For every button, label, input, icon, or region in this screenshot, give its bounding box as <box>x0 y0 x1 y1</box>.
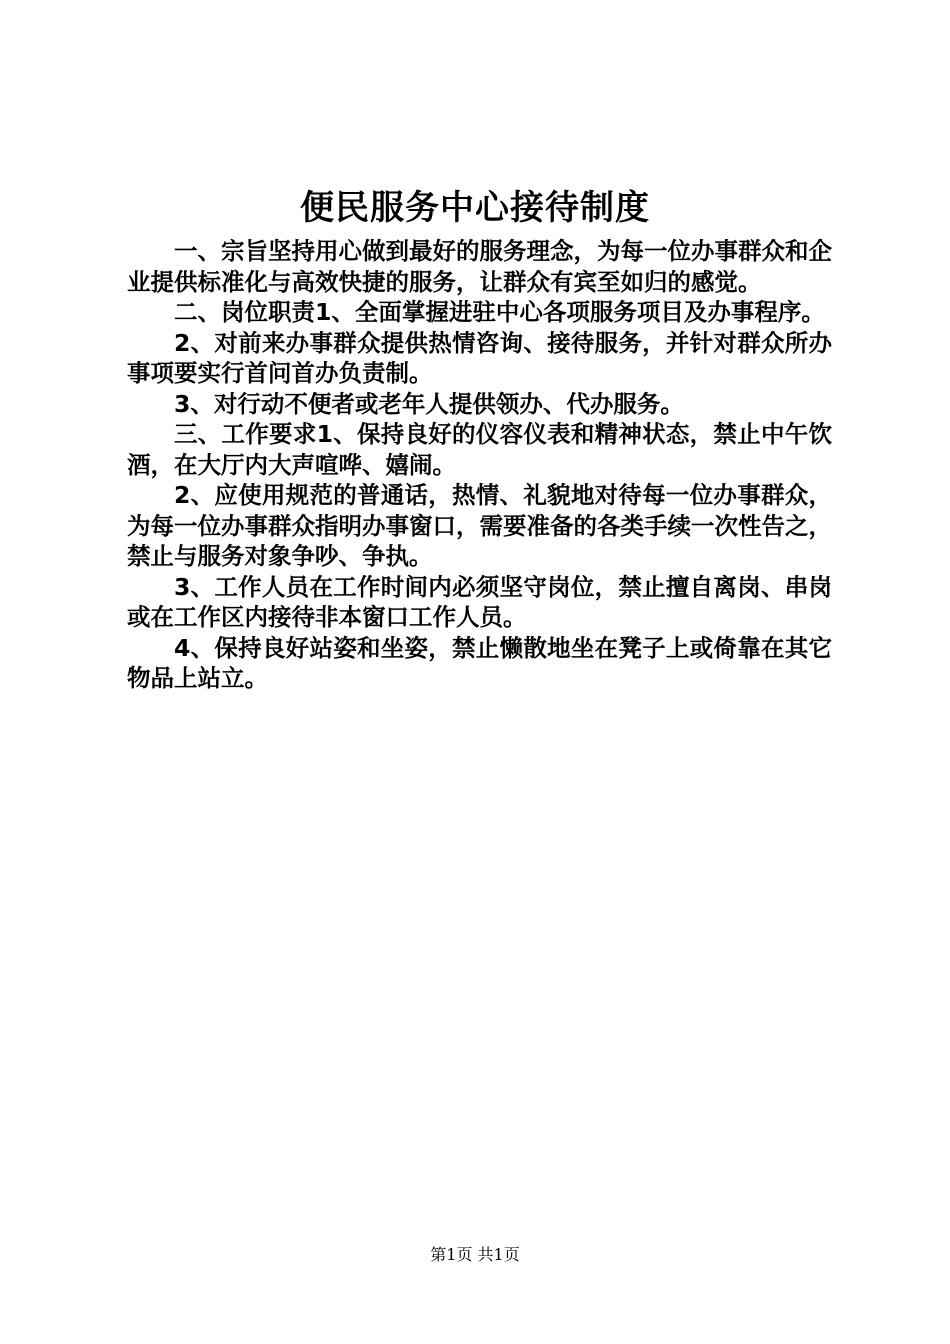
paragraph-requirements-3: 3、工作人员在工作时间内必须坚守岗位，禁止擅自离岗、串岗或在工作区内接待非本窗口工作人员。 <box>127 572 832 631</box>
paragraph-requirements-4: 4、保持良好站姿和坐姿，禁止懒散地坐在凳子上或倚靠在其它物品上站立。 <box>127 633 832 692</box>
page-footer: 第1页 共1页 <box>430 1245 520 1264</box>
paragraph-requirements-2: 2、应使用规范的普通话，热情、礼貌地对待每一位办事群众，为每一位办事群众指明办事窗口，需要准备的各类手续一次性告之，禁止与服务对象争吵、争执。 <box>127 481 832 570</box>
paragraph-duties-1: 二、岗位职责1、全面掌握进驻中心各项服务项目及办事程序。 <box>174 298 825 326</box>
paragraph-duties-2: 2、对前来办事群众提供热情咨询、接待服务，并针对群众所办事项要实行首问首办负责制。 <box>127 328 832 387</box>
document-body <box>127 236 832 694</box>
paragraph-purpose: 一、宗旨坚持用心做到最好的服务理念，为每一位办事群众和企业提供标准化与高效快捷的服务，让群众有宾至如归的感觉。 <box>127 237 832 296</box>
document-title: 便民服务中心接待制度 <box>300 188 650 228</box>
paragraph-duties-3: 3、对行动不便者或老年人提供领办、代办服务。 <box>174 389 684 418</box>
paragraph-requirements-1: 三、工作要求1、保持良好的仪容仪表和精神状态，禁止中午饮酒，在大厅内大声喧哗、嬉闹。 <box>127 420 832 479</box>
